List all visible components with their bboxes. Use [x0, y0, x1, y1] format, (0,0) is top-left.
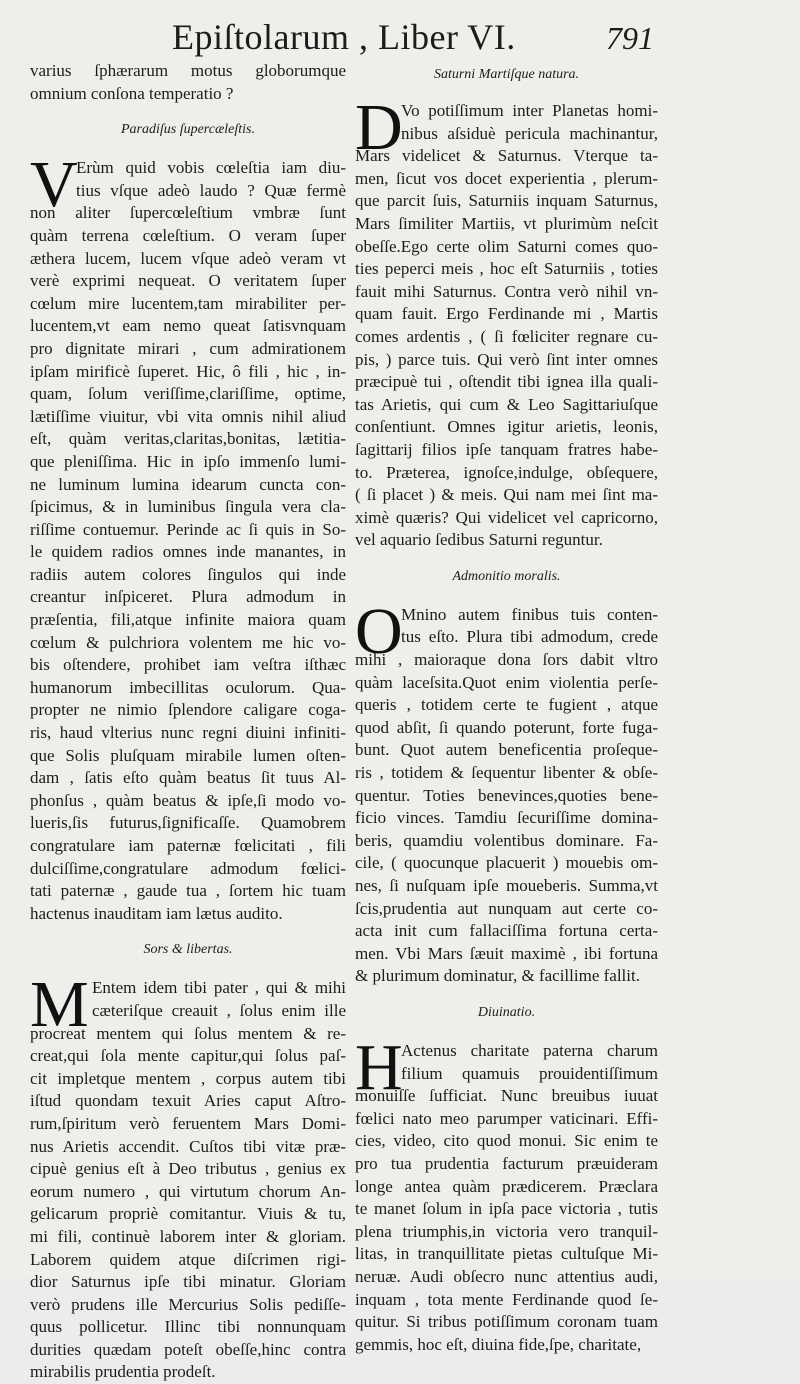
paragraph — [355, 91, 658, 552]
text-line: bunt. Quot autem beneficentia proſeque- — [355, 740, 658, 760]
text-line: beris, quamdiu volentibus dominare. Fa- — [355, 830, 658, 850]
text-line: monuiſſe ſufficiat. Nunc breuibus iuuat — [355, 1086, 658, 1106]
text-line: tius vſque adeò laudo ? Quæ fermè — [76, 180, 346, 200]
text-line: cœlum mire lucentem,tam mirabiliter per- — [30, 293, 346, 313]
drop-capital: H — [355, 1030, 403, 1104]
section-heading: Sors & libertas. — [143, 942, 233, 958]
text-line: nus Arietis accendit. Cuſtos tibi vitæ præ- — [30, 1136, 346, 1156]
drop-capital: D — [355, 91, 403, 164]
text-line: æthera lucem, lucem vſque adeò veram vt — [30, 248, 346, 268]
text-line: ficio vinces. Tamdiu ſecuriſſime domina- — [355, 808, 658, 828]
text-line: inquam , tota mente Ferdinande quod ſe- — [355, 1289, 658, 1309]
text-line: le quidem radios omnes inde manantes, in — [30, 542, 346, 562]
text-line: vel aquario ſedibus Saturni reguntur. — [355, 530, 603, 550]
text-line: rum,ſpiritum verò feruentem Mars Domi- — [30, 1113, 346, 1133]
text-line: ris , totidem & ſequentur libenter & obſe- — [355, 763, 658, 783]
paragraph — [355, 594, 658, 988]
section-heading: Admonitio moralis. — [452, 568, 561, 584]
text-line: eſt, quàm veritas,claritas,bonitas, lætitia- — [30, 429, 346, 449]
text-line: neruæ. Audi obſecro nunc attentius audi, — [355, 1266, 658, 1286]
running-title: Epiſtolarum , Liber VI. — [172, 17, 516, 57]
text-line: verè exprimi nequeat. O veritatem ſuper — [30, 271, 346, 291]
text-line: que pleniſſima. Hic in ipſo immenſo lumi- — [30, 451, 346, 471]
paragraph — [355, 1030, 658, 1356]
text-line: pro dignitate mirari , cum admirationem — [30, 338, 346, 358]
page-number: 791 — [606, 20, 654, 56]
text-line: quàm laceſsita.Quot enim violentia perſe- — [355, 672, 658, 692]
text-line: Erùm quid vobis cœleſtia iam diu- — [76, 158, 346, 178]
section-heading: Paradiſus ſupercæleſtis. — [120, 122, 256, 138]
text-line: durities quædam poteſt obeſſe,hinc contra — [30, 1339, 346, 1359]
text-line: lætiſſime viuitur, vbi vita omnis nihil aliud — [30, 406, 346, 426]
text-line: men, ſicut vos docet experientia , plerum- — [355, 168, 658, 188]
text-line: iſtud quondam texuit Aries caput Aſtro- — [30, 1091, 346, 1111]
drop-capital: V — [30, 148, 78, 222]
text-line: conſentiunt. Omnes igitur arietis, leonis, — [355, 417, 658, 437]
text-line: verò prudens ille Mercurius Solis pediſſe- — [30, 1294, 346, 1314]
drop-capital: O — [355, 594, 403, 668]
text-line: propter ne nimio ſplendore caligare coga- — [30, 700, 346, 720]
text-line: ſcis,prudentia aut nunquam aut certe co- — [355, 898, 658, 918]
section-heading: Diuinatio. — [477, 1004, 536, 1020]
text-line: queris , totidem certe te fugient , atque — [355, 695, 658, 715]
text-line: bis oſtendere, prohibet iam veſtra iſthæc — [30, 655, 346, 675]
text-line: ſpicimus, & in luminibus ſingula vera cla- — [30, 497, 346, 517]
text-line: acta init cum fallaciſſima fortuna certa- — [355, 921, 658, 941]
text-line: longe antea quàm prædicerem. Præclara — [355, 1176, 658, 1196]
text-line: fauit mihi Saturnus. Contra verò nihil vn- — [355, 281, 658, 301]
text-line: Mnino autem finibus tuis conten- — [401, 604, 658, 624]
text-line: gelicarum propriè comitantur. Viuis & tu, — [30, 1204, 346, 1224]
text-line: & plurimum dominatur, & facillime fallit. — [355, 966, 640, 986]
text-line: cæteriſque creauit , ſolus enim ille — [92, 1000, 346, 1020]
text-line: præſentia, fili,atque infinite maiora quam — [30, 610, 346, 630]
text-line: hactenus inauditam iam lætus audito. — [30, 903, 283, 923]
text-line: obeſſe.Ego certe olim Saturni comes quo- — [355, 236, 658, 256]
text-line: cile, ( quocunque placuerit ) mouebis om- — [355, 853, 658, 873]
text-line: procreat mentem qui ſolus mentem & re- — [30, 1023, 346, 1043]
text-line: mi fili, continuè laborem inter & gloriam. — [30, 1226, 346, 1246]
text-line: litas, in tranquillitate pietas cultuſque Mi- — [355, 1244, 658, 1264]
text-line: Entem idem tibi pater , qui & mihi — [92, 978, 346, 998]
text-line: creantur inſpiceret. Plura admodum in — [30, 587, 346, 607]
right-column — [355, 64, 658, 1356]
text-line: nibus aſsiduè pericula machinantur, — [401, 123, 658, 143]
continuation-text — [30, 60, 346, 105]
text-line: ( ſi placet ) & meis. Qui nam mei ſint ma- — [355, 485, 658, 505]
text-line: eorum numero , qui virtutum chorum An- — [30, 1181, 346, 1201]
text-line: que Solis pluſquam mirabile lumen oſten- — [30, 745, 346, 765]
text-line: quod abſit, ſi quando poterunt, forte fuga- — [355, 717, 658, 737]
text-line: radiis autem colores ſingulos qui inde — [30, 564, 346, 584]
text-line: plena triumphis,in victoria vero tranquil- — [355, 1221, 658, 1241]
text-line: to. Præterea, ignoſce,indulge, obſequere, — [355, 462, 658, 482]
text-line: mirabilis prudentia prodeſt. — [30, 1362, 216, 1382]
text-line: men. Vbi Mars ſæuit maximè , ibi fortuna — [355, 943, 658, 963]
text-line: ris, haud vlterius nunc regni diuini infiniti- — [30, 723, 346, 743]
text-line: comes ardentis , ( ſi fœliciter regnare cu- — [355, 326, 658, 346]
text-line: mihi , maioraque dona ſors dabit vltro — [355, 650, 658, 670]
text-line: Mars videlicet & Saturnus. Vterque ta- — [355, 146, 658, 166]
text-line: quàm terrena cœleſtium. O veram ſuper — [30, 225, 346, 245]
text-line: tus eſto. Plura tibi admodum, crede — [401, 627, 658, 647]
text-line: cies, video, cito quod monui. Sic enim te — [355, 1131, 658, 1151]
text-line: lucentem,vt eam nemo queat ſatisvnquam — [30, 316, 346, 336]
paragraph — [30, 148, 346, 925]
text-line: riſſime contuemur. Perinde ac ſi quis in So- — [30, 519, 346, 539]
text-line: congratulare iam paternæ fœlicitati , fili — [30, 836, 346, 855]
text-line: humanorum imbecillitas oculorum. Qua- — [30, 677, 346, 697]
text-line: cipuè genius eſt à Deo tributus , genius ex — [30, 1159, 346, 1179]
text-line: ties peperci meis , hoc eſt Saturniis , toties — [355, 259, 658, 279]
text-line: nes, ſi nuſquam ipſe moueberis. Summa,vt — [355, 876, 658, 895]
text-line: cœlum & pulchriora volentem me hic vo- — [30, 632, 346, 652]
text-line: pro tua prudentia facturum præuideram — [355, 1153, 658, 1173]
text-line: Laborem quidem atque diſcrimen rigi- — [30, 1249, 346, 1269]
text-line: ipſam mirificè ſuperet. Hic, ô fili , hic , in- — [30, 361, 346, 381]
text-line: quitur. Si tribus potiſſimum coronam tuam — [355, 1312, 658, 1332]
text-line: tas Arietis, qui cum & Leo Sagittariuſque — [355, 394, 658, 414]
text-line: ximè quæris? Qui videlicet vel capricorno, — [355, 507, 658, 527]
text-line: quam fauit. Ergo Ferdinande mi , Martis — [355, 304, 658, 324]
text-line: dulciſſime,congratulare admodum fœlici- — [30, 858, 346, 878]
text-line: Actenus charitate paterna charum — [401, 1040, 658, 1060]
text-line: filium quamuis prouidentiſſimum — [401, 1063, 658, 1083]
text-line: dior Saturnus ipſe tibi minatur. Gloriam — [30, 1272, 346, 1292]
text-line: que parcit ſuis, Saturniis inquam Saturnus, — [355, 191, 658, 211]
text-line: fœlici nato meo parumper vaticinari. Effi- — [355, 1108, 658, 1128]
text-line: gemmis, hoc eſt, diuina fide,ſpe, charitate, — [355, 1334, 642, 1354]
text-line: Mars ſimiliter Martiis, vt plurimùm neſcit — [355, 213, 658, 233]
text-line: creat,qui ſola mente capitur,qui ſolus paſ- — [30, 1046, 346, 1066]
text-line: Vo potiſſimum inter Planetas homi- — [401, 101, 658, 120]
text-line: te manet ſolum in ipſa pace victoria , tutis — [355, 1199, 658, 1219]
drop-capital: M — [30, 968, 89, 1042]
text-line: omnium conſona temperatio ? — [30, 83, 234, 103]
paragraph — [30, 968, 346, 1384]
text-line: præcipuè tui , oſtendit tibi ignea illa quali- — [355, 372, 658, 392]
text-line: tati paternæ , gaude tua , ſortem hic tuam — [30, 881, 346, 901]
text-line: pis, ) parce tuis. Qui verò ſint inter omnes — [355, 349, 658, 369]
text-line: phonſus , quàm beatus & ipſe,ſi modo vo- — [30, 790, 346, 810]
text-line: non aliter ſupercœleſtium vmbræ ſunt — [30, 203, 346, 223]
text-line: lueris,ſis futurus,ſignificaſſe. Quamobrem — [30, 813, 346, 833]
text-line: varius ſphærarum motus globorumque — [30, 61, 346, 80]
text-line: cit impletque mentem , corpus autem tibi — [30, 1068, 346, 1088]
left-column — [30, 60, 346, 1384]
text-line: ne luminum lumina idearum cuncta con- — [30, 474, 346, 494]
text-line: quus pollicetur. Illinc tibi nonnunquam — [30, 1317, 346, 1337]
text-line: quam, ſolum veriſſime,clariſſime, optime, — [30, 384, 346, 404]
section-heading: Saturni Martiſque natura. — [433, 67, 580, 82]
text-line: ſagittarij filios ipſe tanquam fratres habe- — [355, 439, 658, 459]
text-line: dam , ſatis eſto quàm beatus ſit tuus Al- — [30, 768, 346, 788]
text-line: quentur. Toties benevinces,quoties bene- — [355, 785, 658, 805]
